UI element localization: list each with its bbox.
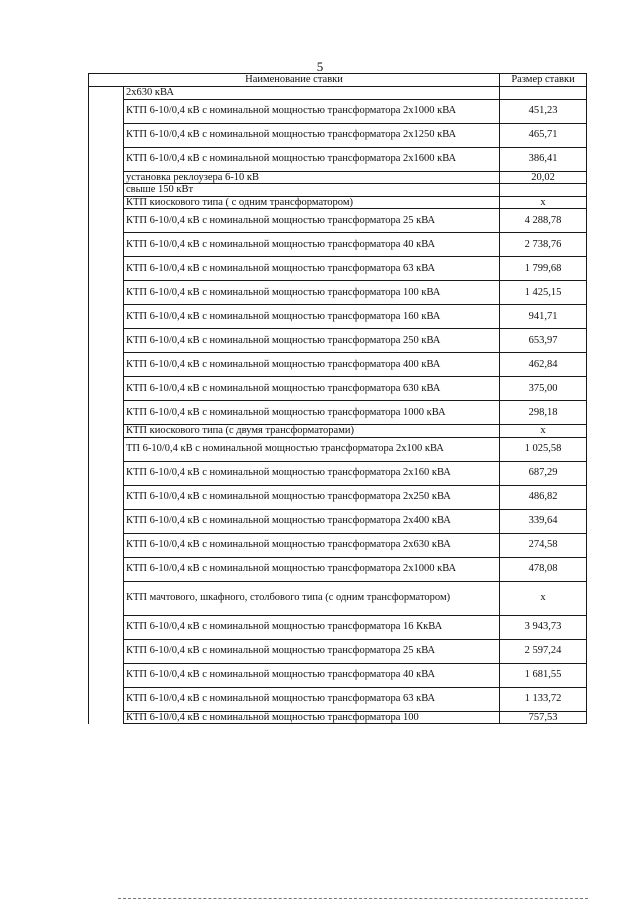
row-spacer-cell (89, 233, 124, 257)
table-row (89, 123, 587, 147)
row-spacer-cell (89, 687, 124, 711)
table-row (89, 377, 587, 401)
table-row (89, 257, 587, 281)
rate-value-cell: x (500, 196, 587, 209)
table-row (89, 353, 587, 377)
row-spacer-cell (89, 557, 124, 581)
rate-value-cell: 478,08 (500, 557, 587, 581)
table-row (89, 99, 587, 123)
table-row (89, 401, 587, 425)
rate-value-cell: 2 597,24 (500, 639, 587, 663)
row-spacer-cell (89, 123, 124, 147)
rate-value-cell: 757,53 (500, 711, 587, 724)
rate-name-cell: установка реклоузера 6-10 кВ (124, 171, 500, 184)
table-row (89, 87, 587, 100)
rate-name-cell: КТП 6-10/0,4 кВ с номинальной мощностью трансформатора 63 кВА (124, 687, 500, 711)
rate-name-cell: КТП киоскового типа (с двумя трансформаторами) (124, 425, 500, 438)
rate-name-cell: КТП 6-10/0,4 кВ с номинальной мощностью трансформатора 2х250 кВА (124, 485, 500, 509)
header-name: Наименование ставки (89, 74, 500, 87)
row-spacer-cell (89, 87, 124, 100)
row-spacer-cell (89, 353, 124, 377)
table-row (89, 533, 587, 557)
rate-value-cell: x (500, 581, 587, 615)
rate-value-cell: 465,71 (500, 123, 587, 147)
row-spacer-cell (89, 485, 124, 509)
rate-name-cell: КТП 6-10/0,4 кВ с номинальной мощностью трансформатора 100 кВА (124, 281, 500, 305)
rate-value-cell: 486,82 (500, 485, 587, 509)
rate-name-cell: КТП 6-10/0,4 кВ с номинальной мощностью трансформатора 250 кВА (124, 329, 500, 353)
rate-name-cell: КТП 6-10/0,4 кВ с номинальной мощностью трансформатора 16 КкВА (124, 615, 500, 639)
table-row (89, 437, 587, 461)
table-row (89, 171, 587, 184)
rate-name-cell: КТП 6-10/0,4 кВ с номинальной мощностью трансформатора 2х1250 кВА (124, 123, 500, 147)
row-spacer-cell (89, 425, 124, 438)
row-spacer-cell (89, 209, 124, 233)
row-spacer-cell (89, 147, 124, 171)
rate-value-cell: 375,00 (500, 377, 587, 401)
rate-name-cell: КТП 6-10/0,4 кВ с номинальной мощностью трансформатора 2х630 кВА (124, 533, 500, 557)
rate-name-cell: свыше 150 кВт (124, 184, 500, 197)
rate-value-cell: 339,64 (500, 509, 587, 533)
table-row (89, 509, 587, 533)
table-row (89, 663, 587, 687)
row-spacer-cell (89, 377, 124, 401)
rate-name-cell: КТП 6-10/0,4 кВ с номинальной мощностью трансформатора 25 кВА (124, 209, 500, 233)
rate-value-cell: 3 943,73 (500, 615, 587, 639)
table-row (89, 485, 587, 509)
rate-value-cell: 941,71 (500, 305, 587, 329)
rate-name-cell: КТП 6-10/0,4 кВ с номинальной мощностью трансформатора 63 кВА (124, 257, 500, 281)
table-header-row (89, 74, 587, 87)
table-row (89, 184, 587, 197)
rate-name-cell: КТП 6-10/0,4 кВ с номинальной мощностью трансформатора 2х400 кВА (124, 509, 500, 533)
rate-value-cell: 1 681,55 (500, 663, 587, 687)
rates-table (88, 73, 587, 724)
table-row (89, 711, 587, 724)
table-row (89, 196, 587, 209)
rate-name-cell: КТП 6-10/0,4 кВ с номинальной мощностью трансформатора 2х160 кВА (124, 461, 500, 485)
rate-name-cell: КТП 6-10/0,4 кВ с номинальной мощностью трансформатора 1000 кВА (124, 401, 500, 425)
row-spacer-cell (89, 196, 124, 209)
table-row (89, 687, 587, 711)
table-row (89, 329, 587, 353)
table-row (89, 233, 587, 257)
row-spacer-cell (89, 509, 124, 533)
table-row (89, 581, 587, 615)
page-number: 5 (316, 59, 324, 74)
rate-name-cell: КТП 6-10/0,4 кВ с номинальной мощностью трансформатора 160 кВА (124, 305, 500, 329)
rate-value-cell: 1 799,68 (500, 257, 587, 281)
rate-value-cell: 1 425,15 (500, 281, 587, 305)
rate-name-cell: КТП 6-10/0,4 кВ с номинальной мощностью трансформатора 100 (124, 711, 500, 724)
rate-value-cell: 2 738,76 (500, 233, 587, 257)
rate-name-cell: КТП 6-10/0,4 кВ с номинальной мощностью трансформатора 25 кВА (124, 639, 500, 663)
rate-value-cell: 386,41 (500, 147, 587, 171)
table-body (89, 87, 587, 724)
rate-name-cell: ТП 6-10/0,4 кВ с номинальной мощностью трансформатора 2х100 кВА (124, 437, 500, 461)
table-row (89, 557, 587, 581)
rate-name-cell: КТП 6-10/0,4 кВ с номинальной мощностью трансформатора 400 кВА (124, 353, 500, 377)
row-spacer-cell (89, 581, 124, 615)
row-spacer-cell (89, 305, 124, 329)
table-row (89, 425, 587, 438)
row-spacer-cell (89, 257, 124, 281)
rate-value-cell: 298,18 (500, 401, 587, 425)
rate-value-cell: 451,23 (500, 99, 587, 123)
rate-name-cell: КТП 6-10/0,4 кВ с номинальной мощностью трансформатора 2х1000 кВА (124, 557, 500, 581)
row-spacer-cell (89, 401, 124, 425)
row-spacer-cell (89, 171, 124, 184)
row-spacer-cell (89, 281, 124, 305)
table-row (89, 281, 587, 305)
rate-name-cell: КТП 6-10/0,4 кВ с номинальной мощностью трансформатора 2х1000 кВА (124, 99, 500, 123)
table-row (89, 209, 587, 233)
rate-name-cell: КТП 6-10/0,4 кВ с номинальной мощностью трансформатора 2х1600 кВА (124, 147, 500, 171)
rate-name-cell: КТП 6-10/0,4 кВ с номинальной мощностью трансформатора 630 кВА (124, 377, 500, 401)
rate-value-cell: 462,84 (500, 353, 587, 377)
header-rate: Размер ставки (500, 74, 587, 87)
rate-value-cell: 1 025,58 (500, 437, 587, 461)
rate-value-cell (500, 184, 587, 197)
row-spacer-cell (89, 184, 124, 197)
table-row (89, 615, 587, 639)
table-row (89, 639, 587, 663)
rate-value-cell: 4 288,78 (500, 209, 587, 233)
row-spacer-cell (89, 639, 124, 663)
rate-value-cell: x (500, 425, 587, 438)
rate-value-cell: 274,58 (500, 533, 587, 557)
rate-name-cell: КТП мачтового, шкафного, столбового типа (с одним трансформатором) (124, 581, 500, 615)
rate-name-cell: 2х630 кВА (124, 87, 500, 100)
rate-value-cell (500, 87, 587, 100)
rate-value-cell: 653,97 (500, 329, 587, 353)
row-spacer-cell (89, 711, 124, 724)
row-spacer-cell (89, 99, 124, 123)
rate-name-cell: КТП 6-10/0,4 кВ с номинальной мощностью трансформатора 40 кВА (124, 233, 500, 257)
rate-value-cell: 20,02 (500, 171, 587, 184)
rate-value-cell: 1 133,72 (500, 687, 587, 711)
row-spacer-cell (89, 329, 124, 353)
row-spacer-cell (89, 533, 124, 557)
rate-name-cell: КТП 6-10/0,4 кВ с номинальной мощностью трансформатора 40 кВА (124, 663, 500, 687)
rate-value-cell: 687,29 (500, 461, 587, 485)
rate-name-cell: КТП киоскового типа ( с одним трансформатором) (124, 196, 500, 209)
row-spacer-cell (89, 663, 124, 687)
table-row (89, 147, 587, 171)
row-spacer-cell (89, 615, 124, 639)
footer-rule (118, 898, 588, 899)
row-spacer-cell (89, 437, 124, 461)
table-row (89, 305, 587, 329)
table-row (89, 461, 587, 485)
row-spacer-cell (89, 461, 124, 485)
